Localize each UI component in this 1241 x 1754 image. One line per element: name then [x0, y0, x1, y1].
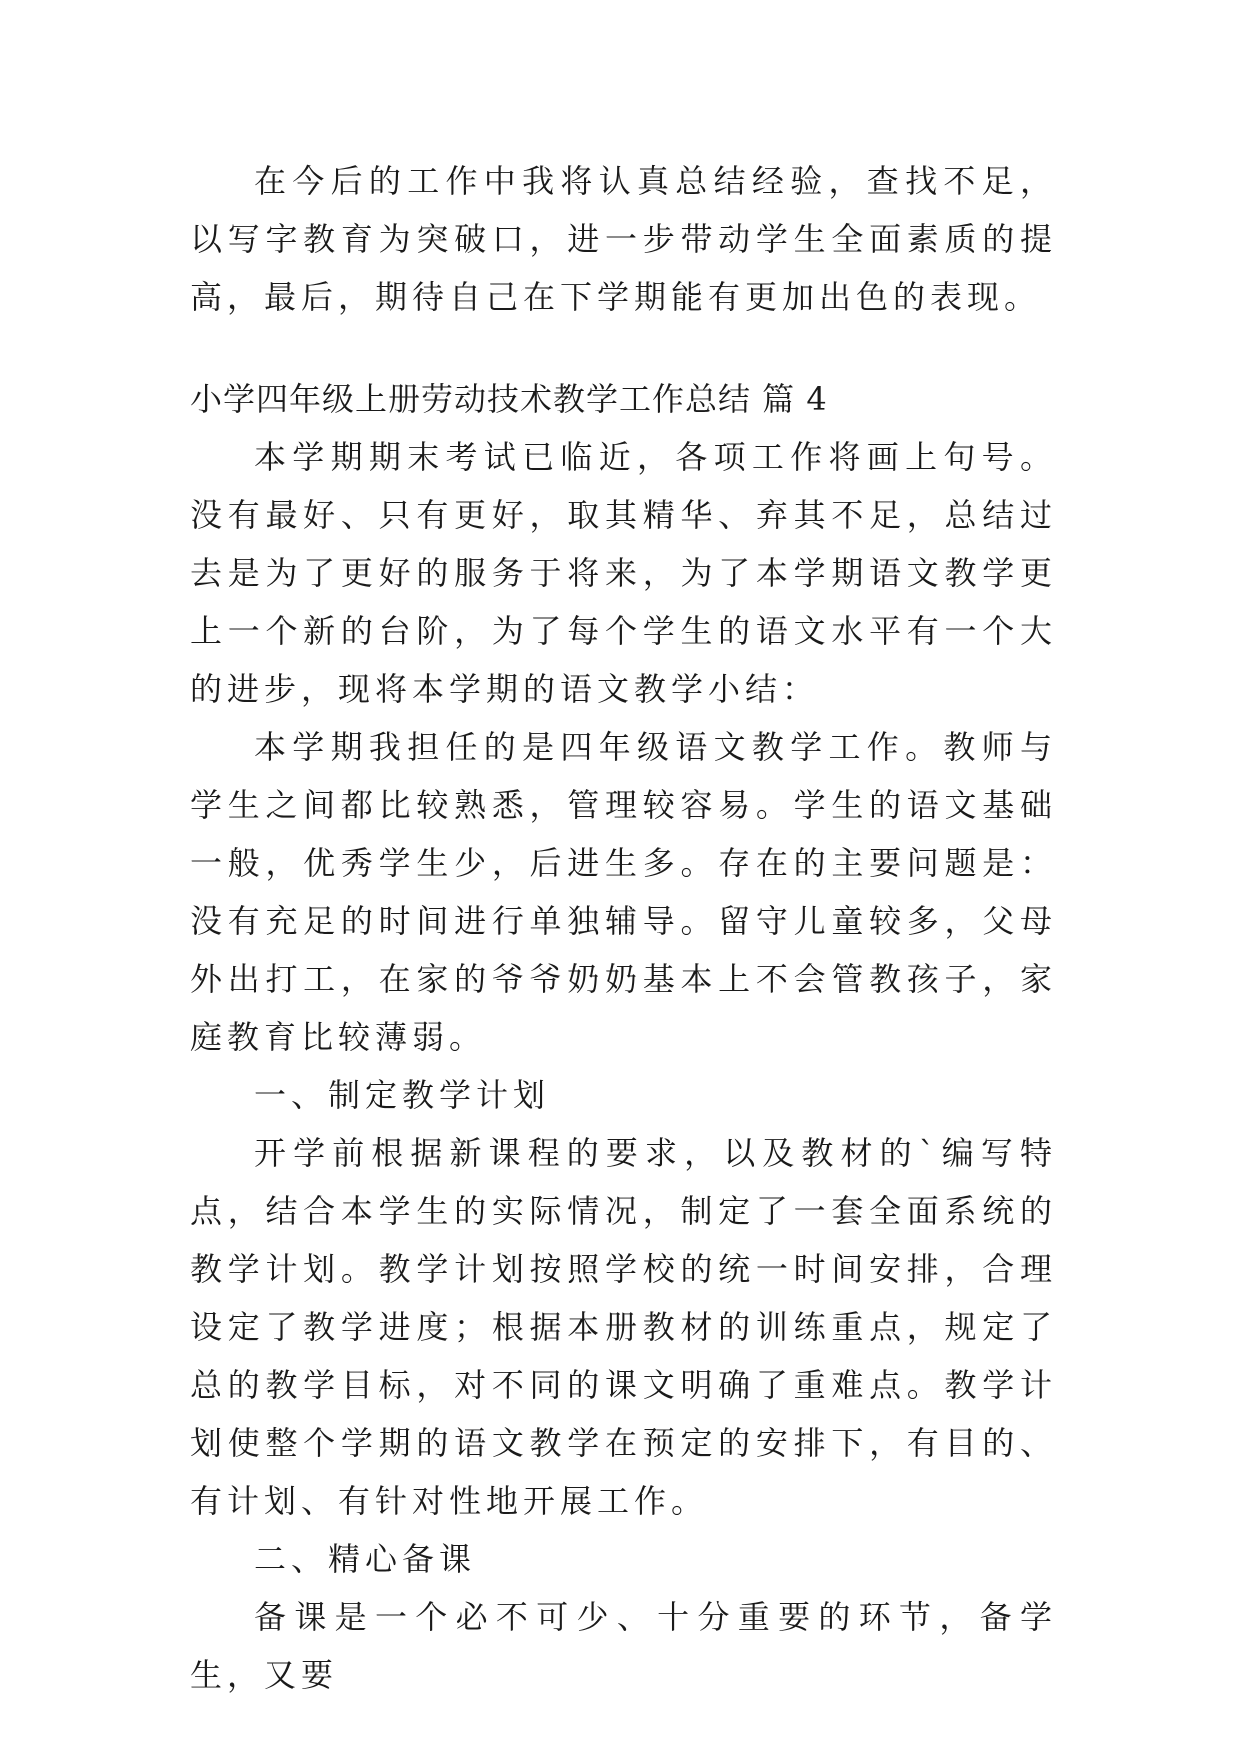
paragraph: 在今后的工作中我将认真总结经验，查找不足，以写字教育为突破口，进一步带动学生全面素质的提高，最后，期待自己在下学期能有更加出色的表现。: [190, 162, 1057, 316]
paragraph: 本学期我担任的是四年级语文教学工作。教师与学生之间都比较熟悉，管理较容易。学生的语文基础一般，优秀学生少，后进生多。存在的主要问题是：没有充足的时间进行单独辅导。留守儿童较多，父母外出打工，在家的爷爷奶奶基本上不会管教孩子，家庭教育比较薄弱。: [190, 728, 1057, 1056]
subheading: 二、精心备课: [254, 1540, 477, 1578]
paragraph: 开学前根据新课程的要求，以及教材的`编写特点，结合本学生的实际情况，制定了一套全面系统的教学计划。教学计划按照学校的统一时间安排，合理设定了教学进度；根据本册教材的训练重点，规定了总的教学目标，对不同的课文明确了重难点。教学计划使整个学期的语文教学在预定的安排下，有目的、有计划、有针对性地开展工作。: [190, 1134, 1057, 1520]
paragraph: 本学期期末考试已临近，各项工作将画上句号。没有最好、只有更好，取其精华、弃其不足，总结过去是为了更好的服务于将来，为了本学期语文教学更上一个新的台阶，为了每个学生的语文水平有一个大的进步，现将本学期的语文教学小结：: [190, 438, 1057, 708]
subheading: 一、制定教学计划: [254, 1076, 551, 1114]
section-title: 小学四年级上册劳动技术教学工作总结 篇 4: [190, 380, 828, 418]
paragraph: 备课是一个必不可少、十分重要的环节，备学生，又要: [190, 1598, 1057, 1694]
document-body: [190, 152, 1057, 1704]
